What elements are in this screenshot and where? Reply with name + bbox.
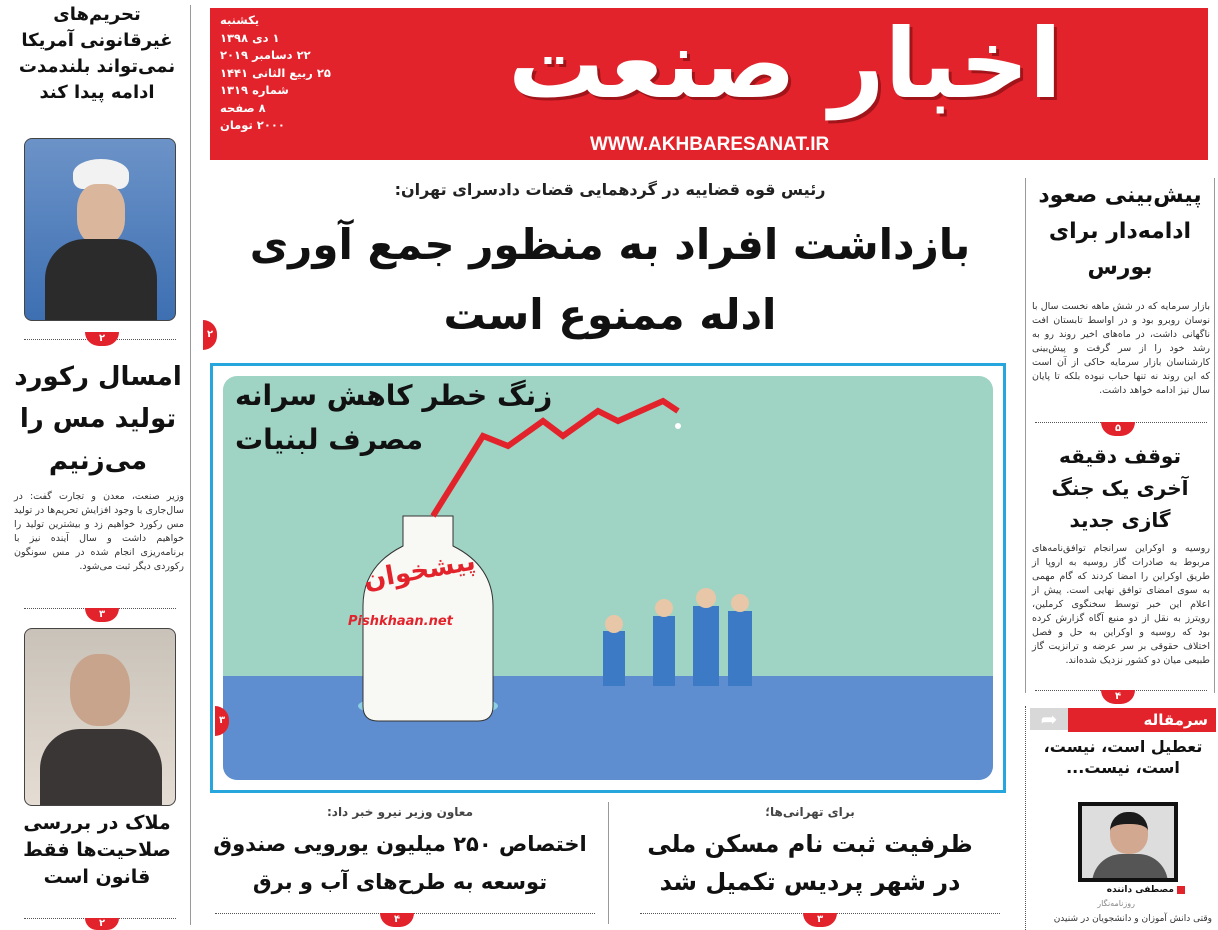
issue-info: [220, 12, 360, 135]
lead-kicker: رئیس قوه قضاییه در گردهمایی قضات دادسرای تهران:: [394, 180, 826, 199]
page-badge: ۲: [85, 918, 119, 930]
editorial-label: سرمقاله: [1068, 708, 1216, 732]
editorial-headline[interactable]: تعطیل است، نیست، است، نیست...: [1043, 737, 1203, 777]
cartoon: [223, 376, 993, 780]
editorial-body: وقتی دانش آموزان و دانشجویان در شنیدن: [1053, 914, 1212, 924]
left-story2-body: وزیر صنعت، معدن و تجارت گفت: در سال‌جاری با وجود افزایش تحریم‌ها در تولید مس رکورد خواهیم زد و بیشترین تولید را خواهیم داشت و سال آینده نیز با برنامه‌ریزی انجام شده در مس سونگون رکوردی دیگر ثبت می‌شود.: [14, 491, 184, 572]
left-story1-headline[interactable]: تحریم‌های غیرقانونی آمریکا نمی‌تواند بلندمدت ادامه پیدا کند: [18, 4, 176, 103]
bottom-left-kicker: معاون وزیر نیرو خبر داد:: [326, 805, 474, 819]
issue-price: ۲۰۰۰ تومان: [220, 118, 285, 132]
issue-date-persian: ۱ دی ۱۳۹۸: [220, 30, 280, 45]
bottom-right-headline-line2[interactable]: در شهر پردیس تکمیل شد: [659, 868, 961, 896]
right-story2-headline[interactable]: توقف دقیقه آخری یک جنگ گازی جدید: [1051, 444, 1189, 532]
page-badge: ۲: [85, 332, 119, 346]
logo: اخبار صنعت: [508, 8, 1062, 120]
right-story1-headline[interactable]: پیش‌بینی صعود ادامه‌دار برای بورس: [1038, 183, 1202, 280]
bottom-right-headline-line1[interactable]: ظرفیت ثبت نام مسکن ملی: [647, 830, 973, 858]
page-badge: ۳: [803, 913, 837, 927]
issue-pages: ۸ صفحه: [220, 100, 266, 115]
rouhani-photo: [24, 138, 176, 321]
page-badge: ۳: [85, 608, 119, 622]
issue-date-hijri: ۲۵ ربیع الثانی ۱۴۴۱: [220, 65, 331, 80]
issue-date-gregorian: ۲۲ دسامبر ۲۰۱۹: [220, 48, 311, 62]
lead-headline-line1[interactable]: بازداشت افراد به منظور جمع آوری: [249, 220, 971, 269]
issue-number: شماره ۱۳۱۹: [220, 83, 289, 97]
lead-headline-line2[interactable]: ادله ممنوع است: [443, 290, 777, 339]
page-badge: ۳: [215, 706, 229, 736]
arrow-icon: ➦: [1030, 708, 1068, 730]
cartoon-caption-line1: زنگ خطر کاهش سرانه: [235, 379, 553, 412]
right-story2-body: روسیه و اوکراین سرانجام توافق‌نامه‌های مربوط به صادرات گاز روسیه به اروپا از طریق اوکراین را امضا کردند که گام مهمی به سوی امضای توافق نهایی است. پیش از اعلام این خبر توسط سخنگوی کرملین، رویترز به نقل از دو منبع آگاه گزارش کرده بود که روسیه و اوکراین به حل و فصل اختلاف حقوقی بر سر عرضه و ترانزیت گاز طبیعی میان دو کشور نزدیک شده‌اند.: [1032, 543, 1210, 666]
page-badge: ۵: [1101, 422, 1135, 436]
issue-day: یکشنبه: [220, 13, 260, 27]
column-divider: [190, 5, 191, 925]
watermark-fa: پیشخوان: [361, 546, 478, 596]
author-name-text: مصطفی داننده: [1106, 885, 1174, 895]
masthead: [210, 8, 1208, 160]
page-badge: ۲: [203, 320, 217, 350]
bottom-left-headline-line2[interactable]: توسعه به طرح‌های آب و برق: [252, 870, 548, 894]
cartoon-frame: [210, 363, 1006, 793]
watermark-en: Pishkhaan.net: [348, 614, 453, 629]
author-name: [1107, 884, 1185, 896]
cartoon-caption-line2: مصرف لبنیات: [235, 423, 424, 456]
kadkhodaei-photo: [24, 628, 176, 806]
editorial-box: [1025, 706, 1215, 930]
page-badge: ۴: [380, 913, 414, 927]
right-story1-body: بازار سرمایه که در شش ماهه نخست سال با نوسان روبرو بود و در اواسط تابستان افت ناگهانی داشت، در ماه‌های اخیر روند رو به رشد خود را از سر گرفت و پیش‌بینی کارشناسان بازار سرمایه حاکی از آن است که این روند نه تنها حباب نبوده بلکه تا پایان سال نیز ادامه خواهد داشت.: [1032, 301, 1210, 396]
bullet-icon: [1177, 886, 1185, 894]
bottom-right-kicker: برای تهرانی‌ها؛: [765, 805, 855, 819]
left-story3-headline[interactable]: ملاک در بررسی صلاحیت‌ها فقط قانون است: [23, 812, 171, 888]
page-badge: ۴: [1101, 690, 1135, 704]
bottom-left-headline-line1[interactable]: اختصاص ۲۵۰ میلیون یورویی صندوق: [213, 832, 587, 856]
author-photo: [1078, 802, 1178, 882]
author-role: روزنامه‌نگار: [1097, 899, 1135, 908]
left-story2-headline[interactable]: امسال رکورد تولید مس را می‌زنیم: [14, 362, 182, 476]
website-url[interactable]: WWW.AKHBARESANAT.IR: [590, 134, 830, 155]
